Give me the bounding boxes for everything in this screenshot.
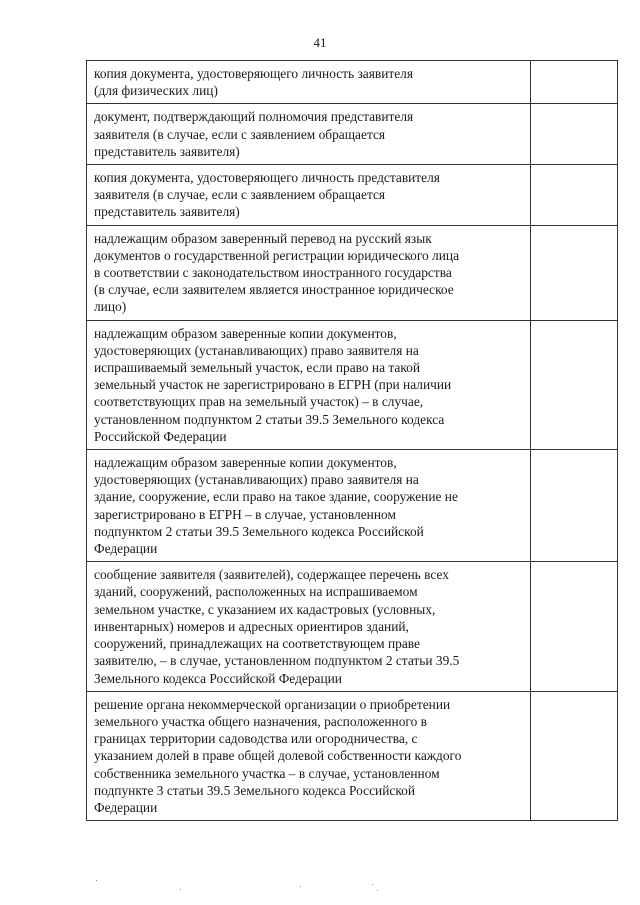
description-line: документ, подтверждающий полномочия представителя [94,109,414,125]
description-line: указанием долей в праве общей долевой собственности каждого [94,748,462,764]
description-line: соответствующих прав на земельный участок) – в случае, [94,394,424,410]
description-line: представитель заявителя) [94,143,240,159]
description-line: заявителя (в случае, если с заявлением обращается [94,126,386,142]
description-line: Федерации [94,799,158,815]
documents-table-body [87,61,618,821]
description-line: представитель заявителя) [94,204,240,220]
description-line: подпункте 3 статьи 39.5 Земельного кодекса Российской [94,782,416,798]
document-description-cell [87,320,531,449]
description-line: Российской Федерации [94,428,227,444]
description-line: надлежащим образом заверенный перевод на русский язык [94,230,432,246]
empty-mark-cell [531,450,618,562]
table-row [87,225,618,320]
empty-mark-cell [531,61,618,104]
description-line: (для физических лиц) [94,83,218,99]
table-row [87,61,618,104]
description-line: земельного участка общего назначения, расположенного в [94,713,427,729]
empty-mark-cell [531,165,618,226]
description-line: удостоверяющих (устанавливающих) право заявителя на [94,342,419,358]
description-line: Земельного кодекса Российской Федерации [94,670,342,686]
page-number: 41 [313,35,327,50]
description-line: сооружений, принадлежащих на соответствующем праве [94,636,420,652]
table-row [87,320,618,449]
table-row [87,562,618,691]
description-line: зданий, сооружений, расположенных на испрашиваемом [94,584,418,600]
document-description-cell [87,225,531,320]
description-line: подпунктом 2 статьи 39.5 Земельного кодекса Российской [94,523,424,539]
table-row [87,450,618,562]
document-description-cell [87,165,531,226]
description-line: границах территории садоводства или огородничества, с [94,731,418,747]
document-description-cell [87,450,531,562]
description-line: здание, сооружение, если право на такое здание, сооружение не [94,489,458,505]
empty-mark-cell [531,225,618,320]
description-line: инвентарных) номеров и адресных ориентиров зданий, [94,618,409,634]
document-description-cell [87,562,531,691]
description-line: Федерации [94,541,158,557]
description-line: зарегистрировано в ЕГРН – в случае, установленном [94,506,396,522]
description-line: сообщение заявителя (заявителей), содержащее перечень всех [94,567,449,583]
description-line: копия документа, удостоверяющего личность представителя [94,170,440,186]
empty-mark-cell [531,691,618,820]
description-line: лицо) [94,299,127,315]
description-line: (в случае, если заявителем является иностранное юридическое [94,282,454,298]
description-line: установленном подпунктом 2 статьи 39.5 Земельного кодекса [94,411,445,427]
document-description-cell [87,104,531,165]
description-line: надлежащим образом заверенные копии документов, [94,325,397,341]
description-line: решение органа некоммерческой организации о приобретении [94,696,451,712]
description-line: заявителя (в случае, если с заявлением обращается [94,187,386,203]
description-line: земельном участке, с указанием их кадастровых (условных, [94,601,436,617]
empty-mark-cell [531,104,618,165]
table-row [87,104,618,165]
description-line: испрашиваемый земельный участок, если право на такой [94,360,421,376]
document-description-cell [87,61,531,104]
description-line: удостоверяющих (устанавливающих) право заявителя на [94,472,419,488]
description-line: в соответствии с законодательством иностранного государства [94,265,452,281]
empty-mark-cell [531,562,618,691]
description-line: заявителю, – в случае, установленном подпунктом 2 статьи 39.5 [94,653,460,669]
documents-table [86,60,618,821]
description-line: собственника земельного участка – в случае, установленном [94,765,440,781]
table-row [87,165,618,226]
description-line: копия документа, удостоверяющего личность заявителя [94,66,413,81]
description-line: земельный участок не зарегистрировано в ЕГРН (при наличии [94,377,452,393]
document-description-cell [87,691,531,820]
description-line: надлежащим образом заверенные копии документов, [94,455,397,471]
description-line: документов о государственной регистрации юридического лица [94,247,460,263]
table-row [87,691,618,820]
empty-mark-cell [531,320,618,449]
